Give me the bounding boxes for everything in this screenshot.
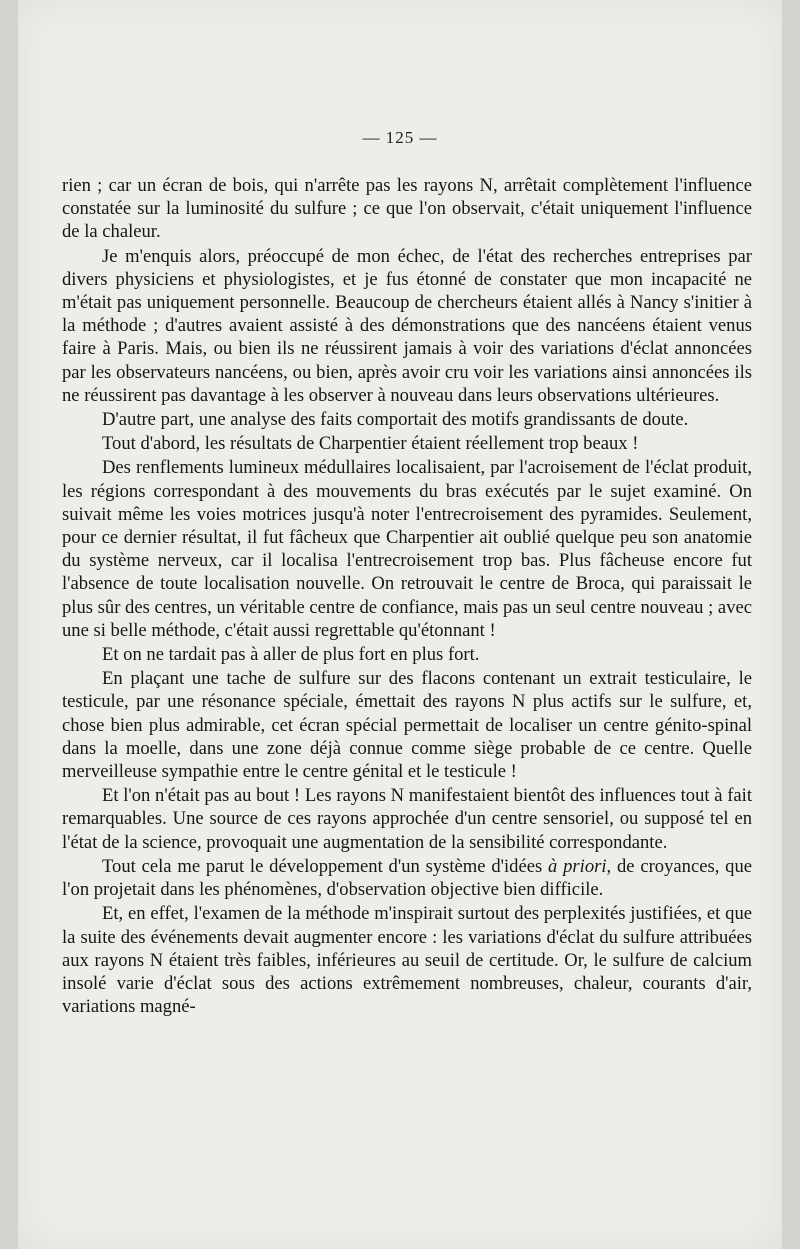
paragraph-7: En plaçant une tache de sulfure sur des flacons contenant un extrait testiculaire, le testicule, par une résonance spéciale, émettait des rayons N plus actifs sur le sulfure, et, chose bien plus admirable, cet écran spécial permettait de localiser un centre génito-spinal dans la moelle, dans une zone déjà connue comme siège probable de ce centre. Quelle merveilleuse sympathie entre le centre génital et le testicule ! — [62, 668, 752, 783]
paragraph-9-emphasis: à priori — [548, 855, 607, 877]
paragraph-6: Et on ne tardait pas à aller de plus fort en plus fort. — [102, 644, 480, 666]
paragraph-1: rien ; car un écran de bois, qui n'arrête pas les rayons N, arrêtait complètement l'influence constatée sur la luminosité du sulfure ; ce que l'on observait, c'était uniquement l'influence de la chaleur. — [62, 175, 752, 243]
paragraph-10: Et, en effet, l'examen de la méthode m'inspirait surtout des perplexités justifiées, et que la suite des événements devait augmenter encore : les variations d'éclat du sulfure attribuées aux rayons N étaient très faibles, inférieures au seuil de certitude. Or, le sulfure de calcium insolé varie d'éclat sous des actions extrêmement nombreuses, chaleur, courants d'air, variations magné- — [62, 903, 752, 1018]
paragraph-2: Je m'enquis alors, préoccupé de mon échec, de l'état des recherches entreprises par divers physiciens et physiologistes, et je fus étonné de constater que mon incapacité ne m'était pas uniquement personnelle. Beaucoup de chercheurs étaient allés à Nancy s'initier à la méthode ; d'autres avaient assisté à des démonstrations que des nancéens étaient venus faire à Paris. Mais, ou bien ils ne réussirent jamais à voir des variations d'éclat annoncées par les observateurs nancéens, ou bien, après avoir cru voir les variations ainsi annoncées ils ne réussirent pas davantage à les observer à nouveau dans leurs observations ultérieures. — [62, 245, 752, 406]
paragraph-8: Et l'on n'était pas au bout ! Les rayons N manifestaient bientôt des influences tout à fait remarquables. Une source de ces rayons approchée d'un centre sensoriel, ou supposé tel en l'état de la science, provoquait une augmentation de la sensibilité correspondante. — [62, 785, 752, 853]
paragraph-9-end: , de croyances, que l'on projetait dans les phénomènes, d'observation objective bien difficile. — [62, 855, 753, 901]
paragraph-5: Des renflements lumineux médullaires localisaient, par l'acroisement de l'éclat produit, les régions correspondant à des mouvements du bras exécutés par le sujet examiné. On suivait même les voies motrices jusqu'à noter l'entrecroisement des pyramides. Seulement, pour ce dernier résultat, il fut fâcheux que Charpentier ait oublié quelque peu son anatomie du système nerveux, car il localisa l'entrecroisement trop bas. Plus fâcheuse encore fut l'absence de toute localisation nouvelle. On retrouvait le centre de Broca, qui paraissait le plus sûr des centres, un véritable centre de confiance, mais pas un seul centre nouveau ; avec une si belle méthode, c'était aussi regrettable qu'étonnant ! — [62, 457, 752, 641]
body-text — [62, 174, 752, 1019]
paragraph-9 — [62, 855, 752, 901]
page-number: — 125 — — [362, 128, 438, 147]
paragraph-3: D'autre part, une analyse des faits comportait des motifs grandissants de doute. — [102, 409, 689, 431]
paragraph-9-start: Tout cela me parut le développement d'un système d'idées — [102, 855, 549, 877]
paragraph-4: Tout d'abord, les résultats de Charpentier étaient réellement trop beaux ! — [102, 433, 639, 455]
